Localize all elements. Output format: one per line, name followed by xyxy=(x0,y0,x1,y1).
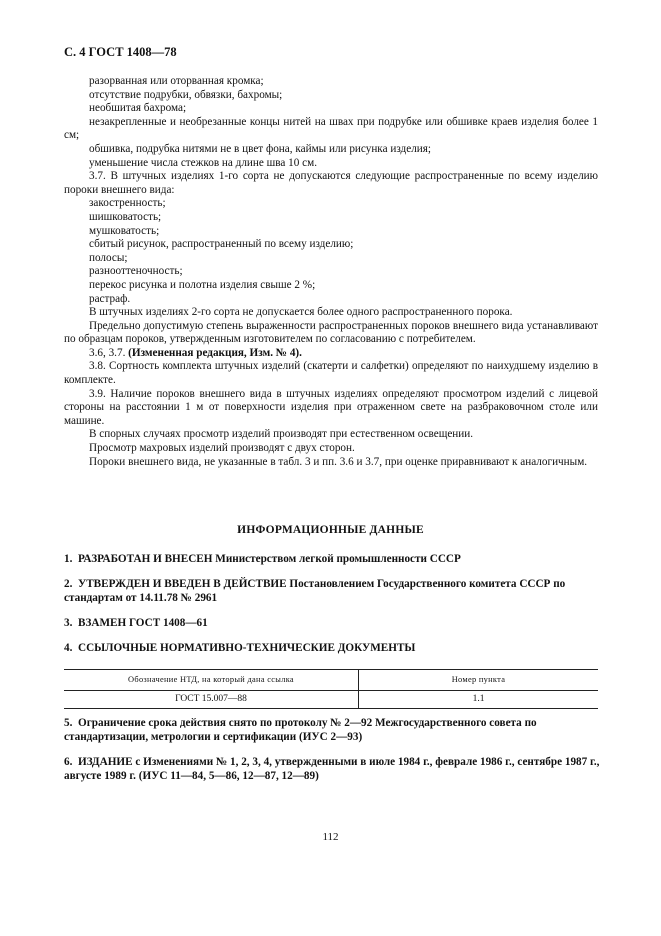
body-paragraph xyxy=(64,306,598,320)
item-number: 3. xyxy=(64,617,73,629)
body-paragraph xyxy=(64,456,598,470)
info-item-6 xyxy=(64,755,600,783)
body-paragraph xyxy=(64,116,598,143)
body-paragraph xyxy=(64,170,598,197)
paragraph-text: отсутствие подрубки, обвязки, бахромы; xyxy=(89,88,283,101)
paragraph-text: 3.6, 3.7. xyxy=(89,346,129,359)
paragraph-text: 3.7. В штучных изделиях 1-го сорта не допускаются следующие распространенные по всему изделию пороки внешнего вида: xyxy=(64,170,598,196)
item-text: РАЗРАБОТАН И ВНЕСЕН Министерством легкой промышленности СССР xyxy=(78,553,461,565)
body-paragraph xyxy=(64,252,598,266)
paragraph-text: мушковатость; xyxy=(89,224,160,237)
info-item-5 xyxy=(64,716,600,744)
paragraph-text: сбитый рисунок, распространенный по всему изделию; xyxy=(89,238,354,251)
body-paragraph xyxy=(64,442,598,456)
body-paragraph xyxy=(64,102,598,116)
paragraph-text: разорванная или оторванная кромка; xyxy=(89,75,264,87)
body-paragraph xyxy=(64,157,598,171)
body-paragraph xyxy=(64,360,598,387)
page-number: 112 xyxy=(322,831,339,843)
paragraph-text: разнооттеночность; xyxy=(89,265,183,278)
paragraph-text: Пороки внешнего вида, не указанные в табл. 3 и пп. 3.6 и 3.7, при оценке приравнивают к аналогичным. xyxy=(89,455,588,468)
body-paragraph xyxy=(64,388,598,429)
table-row xyxy=(64,691,598,709)
body-paragraph xyxy=(64,75,598,89)
paragraph-text: растраф. xyxy=(89,292,131,305)
body-paragraph xyxy=(64,279,598,293)
paragraph-text: перекос рисунка и полотна изделия свыше 2 %; xyxy=(89,278,316,291)
info-item-1 xyxy=(64,552,600,566)
paragraph-text: необшитая бахрома; xyxy=(89,102,187,115)
paragraph-text: В штучных изделиях 2-го сорта не допускается более одного распространенного порока. xyxy=(89,306,513,319)
paragraph-text: уменьшение числа стежков на длине шва 10 см. xyxy=(89,156,318,169)
body-text xyxy=(64,75,598,469)
body-paragraph xyxy=(64,428,598,442)
table-cell-clause: 1.1 xyxy=(359,691,599,709)
paragraph-text: шишковатость; xyxy=(89,210,162,223)
paragraph-text: В спорных случаях просмотр изделий производят при естественном освещении. xyxy=(89,428,474,441)
body-paragraph xyxy=(64,211,598,225)
body-paragraph xyxy=(64,347,598,361)
item-number: 1. xyxy=(64,553,73,565)
paragraph-text: Просмотр махровых изделий производят с двух сторон. xyxy=(89,442,355,455)
column-header-ntd: Обозначение НТД, на который дана ссылка xyxy=(64,670,359,691)
body-paragraph xyxy=(64,238,598,252)
info-item-2 xyxy=(64,577,600,605)
body-paragraph xyxy=(64,197,598,211)
paragraph-text: 3.9. Наличие пороков внешнего вида в штучных изделиях определяют просмотром изделий с лицевой стороны на расстоянии 1 м от поверхности изделия при отраженном свете на разбраковочном столе или машине. xyxy=(64,387,598,427)
item-text: Ограничение срока действия снято по протоколу № 2—92 Межгосударственного совета по стандартизации, метрологии и сертификации (ИУС 2—93) xyxy=(64,717,537,743)
info-item-4 xyxy=(64,641,600,655)
paragraph-text: 3.8. Сортность комплекта штучных изделий (скатерти и салфетки) определяют по наихудшему изделию в комплекте. xyxy=(64,360,598,387)
reference-table xyxy=(64,669,598,709)
body-paragraph xyxy=(64,293,598,307)
item-number: 4. xyxy=(64,642,73,654)
table-cell-ntd: ГОСТ 15.007—88 xyxy=(64,691,359,709)
item-text: ВЗАМЕН ГОСТ 1408—61 xyxy=(78,617,208,629)
body-paragraph xyxy=(64,265,598,279)
body-paragraph xyxy=(64,225,598,239)
item-text: УТВЕРЖДЕН И ВВЕДЕН В ДЕЙСТВИЕ Постановлением Государственного комитета СССР по стандартам от 14.11.78 № 2961 xyxy=(64,578,566,604)
section-title: ИНФОРМАЦИОННЫЕ ДАННЫЕ xyxy=(237,524,424,536)
paragraph-text: обшивка, подрубка нитями не в цвет фона, каймы или рисунка изделия; xyxy=(89,142,432,155)
item-number: 5. xyxy=(64,717,73,729)
amendment-note: (Измененная редакция, Изм. № 4). xyxy=(128,346,302,359)
paragraph-text: закостренность; xyxy=(89,197,166,210)
item-number: 2. xyxy=(64,578,73,590)
body-paragraph xyxy=(64,89,598,103)
info-item-3 xyxy=(64,616,600,630)
column-header-clause: Номер пункта xyxy=(359,670,599,691)
table-header-row xyxy=(64,670,598,691)
item-text: ИЗДАНИЕ с Изменениями № 1, 2, 3, 4, утвержденными в июле 1984 г., феврале 1986 г., сентябре 1987 г., августе 1989 г. (ИУС 11—84, 5—86, 12—87, 12—89) xyxy=(64,756,600,782)
item-text: ССЫЛОЧНЫЕ НОРМАТИВНО-ТЕХНИЧЕСКИЕ ДОКУМЕНТЫ xyxy=(78,642,416,654)
page-header: С. 4 ГОСТ 1408—78 xyxy=(64,45,177,59)
body-paragraph xyxy=(64,320,598,347)
item-number: 6. xyxy=(64,756,73,768)
paragraph-text: полосы; xyxy=(89,251,128,264)
paragraph-text: Предельно допустимую степень выраженности распространенных пороков внешнего вида устанавливают по образцам пороков, утвержденным изготовителем по согласованию с потребителем. xyxy=(64,319,598,346)
body-paragraph xyxy=(64,143,598,157)
paragraph-text: незакрепленные и необрезанные концы нитей на швах при подрубке или обшивке краев изделия более 1 см; xyxy=(64,115,598,142)
